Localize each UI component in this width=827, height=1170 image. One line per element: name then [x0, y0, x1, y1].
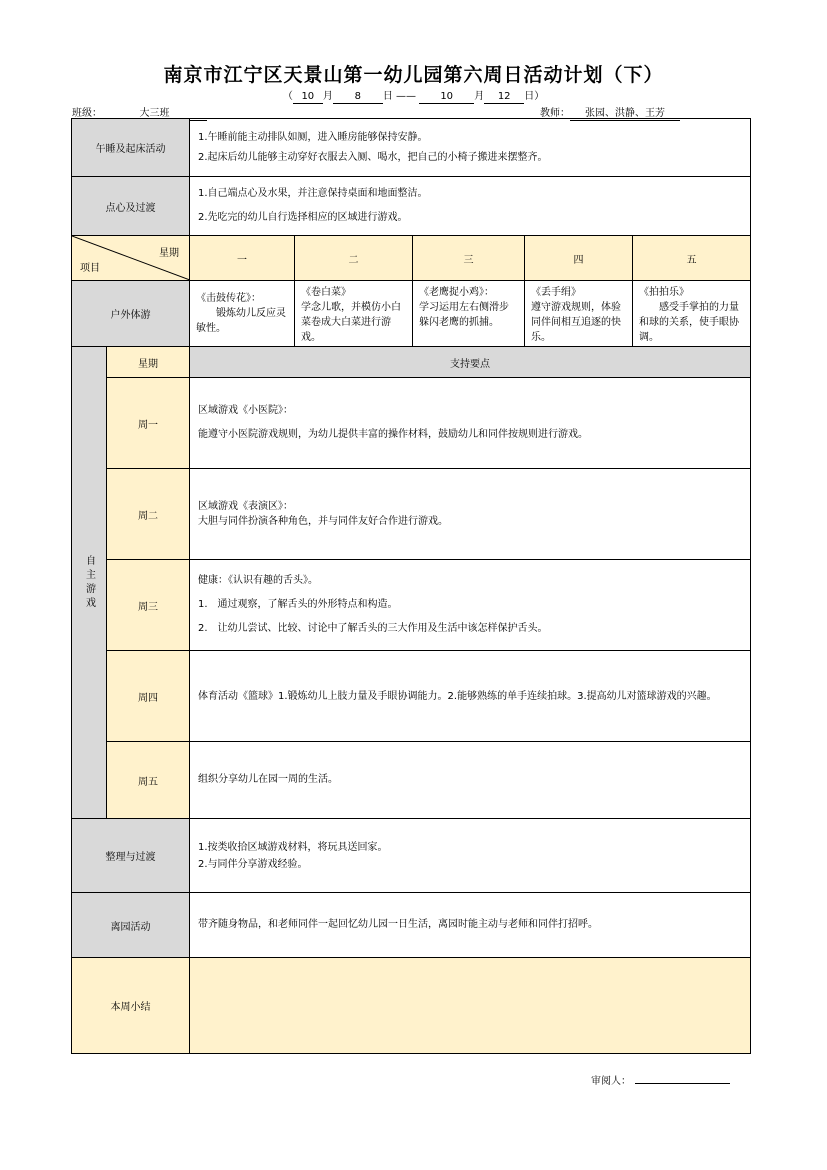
- points-line: 大胆与同伴扮演各种角色，并与同伴友好合作进行游戏。: [198, 516, 448, 527]
- month-char: 月: [474, 91, 485, 102]
- nap-content[interactable]: [190, 119, 751, 177]
- paren-open: （: [282, 91, 293, 102]
- points-line: 组织分享幼儿在园一周的生活。: [198, 774, 338, 785]
- points-line: 2. 让幼儿尝试、比较、讨论中了解舌头的三大作用及生活中该怎样保护舌头。: [198, 623, 548, 634]
- free-play-label: [72, 347, 107, 819]
- nap-line: 2.起床后幼儿能够主动穿好衣服去入厕、喝水，把自己的小椅子搬进来摆整齐。: [198, 151, 548, 163]
- points-line: 体育活动《篮球》1.锻炼幼儿上肢力量及手眼协调能力。2.能够熟练的单手连续拍球。3.提高幼儿对篮球游戏的兴趣。: [198, 690, 717, 702]
- end-day: 12: [484, 91, 524, 104]
- leave-label: 离园活动: [72, 893, 190, 958]
- tidy-content[interactable]: [190, 819, 751, 893]
- outdoor-item[interactable]: 《卷白菜》 学念儿歌，并模仿小白菜卷成大白菜进行游戏。: [295, 281, 413, 347]
- leave-content[interactable]: [190, 893, 751, 958]
- start-day: 8: [333, 91, 383, 104]
- day-header-4: 四: [525, 236, 633, 281]
- points-line: 能遵守小医院游戏规则，为幼儿提供丰富的操作材料，鼓励幼儿和同伴按规则进行游戏。: [198, 429, 588, 440]
- snack-label: 点心及过渡: [72, 177, 190, 236]
- page-title: 南京市江宁区天景山第一幼儿园第六周日活动计划（下）: [163, 64, 664, 86]
- free-play-day: 周二: [107, 469, 190, 560]
- teacher-label: 教师：: [540, 108, 570, 119]
- teacher-value[interactable]: 张园、洪静、王芳: [570, 108, 680, 121]
- free-play-label-text: 自主游戏: [83, 554, 95, 611]
- free-play-day: 周三: [107, 560, 190, 651]
- free-play-day: 周四: [107, 651, 190, 742]
- dash: ——: [396, 91, 416, 102]
- points-line: 区域游戏《表演区》：: [198, 501, 293, 512]
- free-play-points[interactable]: [190, 469, 751, 560]
- outdoor-item[interactable]: 《老鹰捉小鸡》： 学习运用左右侧滑步躲闪老鹰的抓捕。: [413, 281, 525, 347]
- points-line: 区域游戏《小医院》：: [198, 405, 293, 416]
- summary-label: 本周小结: [72, 958, 190, 1054]
- corner-header: [72, 236, 190, 281]
- free-play-day-header: 星期: [107, 347, 190, 378]
- free-play-points[interactable]: [190, 651, 751, 742]
- tidy-line: 1.按类收拾区域游戏材料，将玩具送回家。: [198, 841, 388, 853]
- outdoor-label: 户外体游: [72, 281, 190, 347]
- day-char: 日: [382, 91, 393, 102]
- outdoor-item[interactable]: 《丢手绢》 遵守游戏规则，体验同伴间相互追逐的快乐。: [525, 281, 633, 347]
- month-char: 月: [322, 91, 333, 102]
- day-header-3: 三: [413, 236, 525, 281]
- start-month: 10: [293, 91, 323, 104]
- corner-bottom-label: 项目: [80, 263, 100, 274]
- reviewer-label: 审阅人：: [591, 1076, 631, 1087]
- snack-line: 1.自己端点心及水果，并注意保持桌面和地面整洁。: [198, 188, 428, 199]
- free-play-points[interactable]: [190, 742, 751, 819]
- day-header-5: 五: [633, 236, 751, 281]
- plan-table: [71, 118, 751, 1054]
- class-label: 班级：: [72, 108, 102, 119]
- outdoor-item[interactable]: 《拍拍乐》 感受手掌拍的力量和球的关系，使手眼协调。: [633, 281, 751, 347]
- reviewer-signature-line[interactable]: [635, 1071, 730, 1084]
- class-value[interactable]: 大三班: [102, 108, 207, 121]
- snack-content[interactable]: [190, 177, 751, 236]
- nap-label: 午睡及起床活动: [72, 119, 190, 177]
- nap-line: 1.午睡前能主动排队如厕，进入睡房能够保持安静。: [198, 131, 428, 143]
- day-header-1: 一: [190, 236, 295, 281]
- leave-line: 带齐随身物品，和老师同伴一起回忆幼儿园一日生活，离园时能主动与老师和同伴打招呼。: [198, 919, 598, 930]
- points-line: 1. 通过观察，了解舌头的外形特点和构造。: [198, 599, 398, 610]
- paren-close: ）: [534, 91, 545, 102]
- day-header-2: 二: [295, 236, 413, 281]
- end-month: 10: [419, 91, 474, 104]
- free-play-points-header: 支持要点: [190, 347, 751, 378]
- free-play-day: 周五: [107, 742, 190, 819]
- date-range: [0, 87, 827, 104]
- day-char: 日: [524, 91, 535, 102]
- points-line: 健康：《认识有趣的舌头》。: [198, 575, 318, 586]
- tidy-label: 整理与过渡: [72, 819, 190, 893]
- snack-line: 2.先吃完的幼儿自行选择相应的区域进行游戏。: [198, 212, 408, 223]
- outdoor-item[interactable]: 《击鼓传花》： 锻炼幼儿反应灵敏性。: [190, 281, 295, 347]
- free-play-points[interactable]: [190, 560, 751, 651]
- tidy-line: 2.与同伴分享游戏经验。: [198, 858, 308, 870]
- free-play-day: 周一: [107, 378, 190, 469]
- reviewer-field: [591, 1071, 730, 1087]
- corner-top-label: 星期: [159, 248, 179, 259]
- free-play-points[interactable]: [190, 378, 751, 469]
- summary-content[interactable]: [190, 958, 751, 1054]
